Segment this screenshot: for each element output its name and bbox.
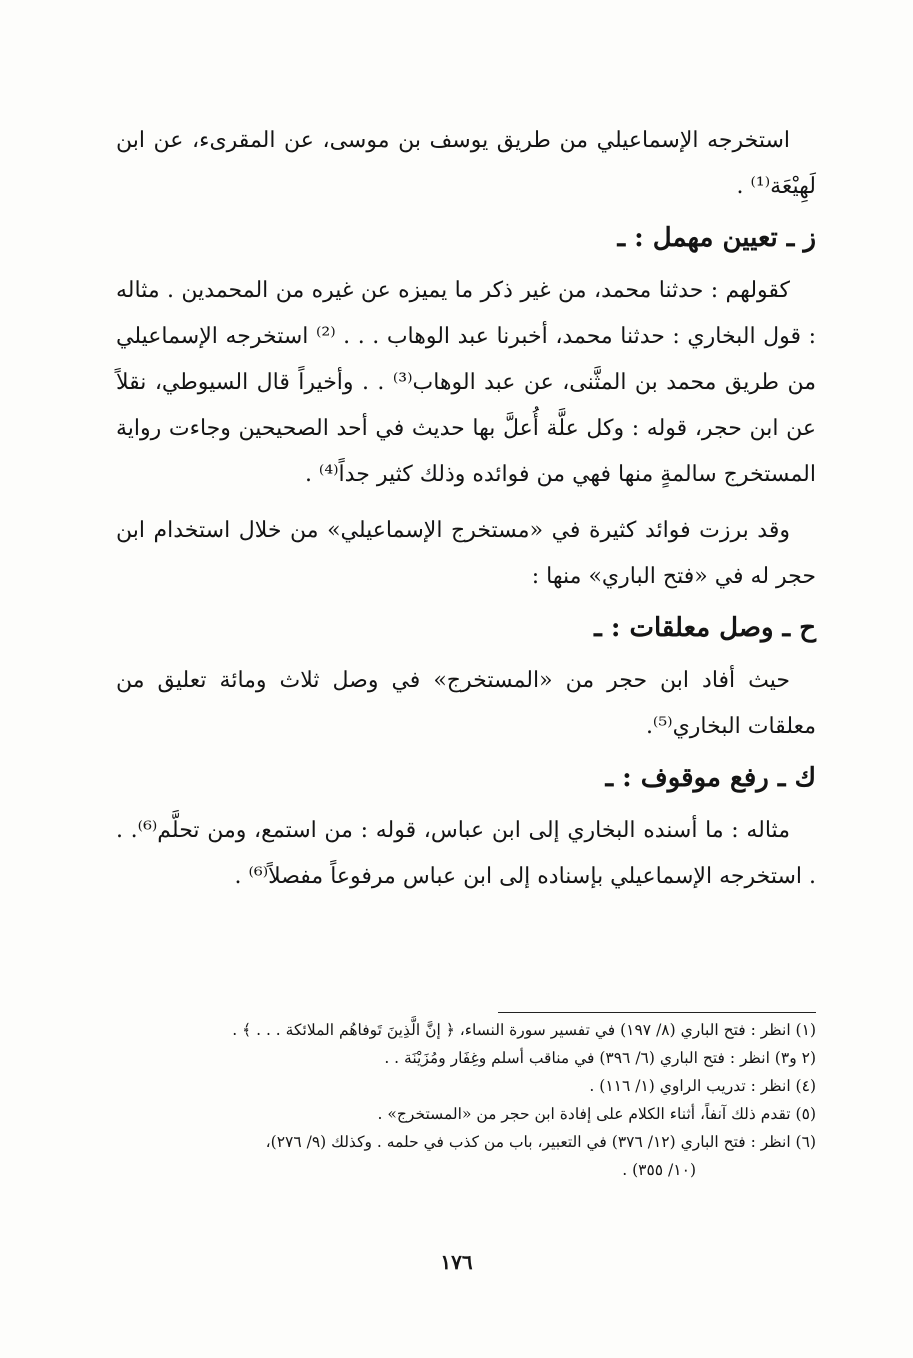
paragraph-raf: مثاله : ما أسنده البخاري إلى ابن عباس، قوله : من استمع، ومن تحلَّم⁽⁶⁾. . . استخرجه الإسماعيلي بإسناده إلى ابن عباس مرفوعاً مفصلاً⁽⁶⁾ . bbox=[116, 818, 816, 889]
paragraph-wasl: حيث أفاد ابن حجر من «المستخرج» في وصل ثلاث ومائة تعليق من معلقات البخاري⁽⁵⁾. bbox=[116, 668, 816, 739]
footnotes bbox=[116, 1016, 816, 1184]
footnote-5: (٥) تقدم ذلك آنفاً، أثناء الكلام على إفادة ابن حجر من «المستخرج» . bbox=[377, 1105, 816, 1123]
heading-kaf: ك ـ رفع موقوف : ـ bbox=[605, 763, 816, 793]
paragraph-fawaid: وقد برزت فوائد كثيرة في «مستخرج الإسماعيلي» من خلال استخدام ابن حجر له في «فتح الباري» منها : bbox=[116, 518, 816, 589]
footnote-divider bbox=[498, 1012, 816, 1013]
paragraph-intro: استخرجه الإسماعيلي من طريق يوسف بن موسى، عن المقرىء، عن ابن لَهِيْعَة⁽¹⁾ . bbox=[116, 128, 816, 199]
footnote-6-continued: (١٠/ ٣٥٥) . bbox=[622, 1161, 696, 1179]
heading-ha: ح ـ وصل معلقات : ـ bbox=[594, 613, 816, 643]
footnote-2-3: (٢ و٣) انظر : فتح الباري (٦/ ٣٩٦) في مناقب أسلم وغِفَار ومُزَيْنَة . . bbox=[384, 1049, 816, 1067]
footnote-4: (٤) انظر : تدريب الراوي (١/ ١١٦) . bbox=[589, 1077, 816, 1095]
main-text bbox=[116, 118, 816, 900]
heading-zay: ز ـ تعيين مهمل : ـ bbox=[617, 223, 816, 253]
paragraph-tayin-muhmal: كقولهم : حدثنا محمد، من غير ذكر ما يميزه عن غيره من المحمدين . مثاله : قول البخاري : حدثنا محمد، أخبرنا عبد الوهاب . . . ⁽²⁾ استخرجه الإسماعيلي من طريق محمد بن المثَّنى، عن عبد الوهاب⁽³⁾ . . وأخيراً قال السيوطي، نقلاً عن ابن حجر، قوله : وكل علَّة أُعلَّ بها حديث في أحد الصحيحين وجاءت رواية المستخرج سالمةٍ منها فهي من فوائده وذلك كثير جداً⁽⁴⁾ . bbox=[116, 278, 817, 487]
footnote-6: (٦) انظر : فتح الباري (١٢/ ٣٧٦) في التعبير، باب من كذب في حلمه . وكذلك (٩/ ٢٧٦)، bbox=[265, 1133, 816, 1151]
footnote-1: (١) انظر : فتح الباري (٨/ ١٩٧) في تفسير سورة النساء، ﴿ إنَّ الَّذِينَ تَوفاهُم الملائكة . . . ﴾ . bbox=[232, 1021, 816, 1039]
page-number: ١٧٦ bbox=[440, 1250, 473, 1274]
